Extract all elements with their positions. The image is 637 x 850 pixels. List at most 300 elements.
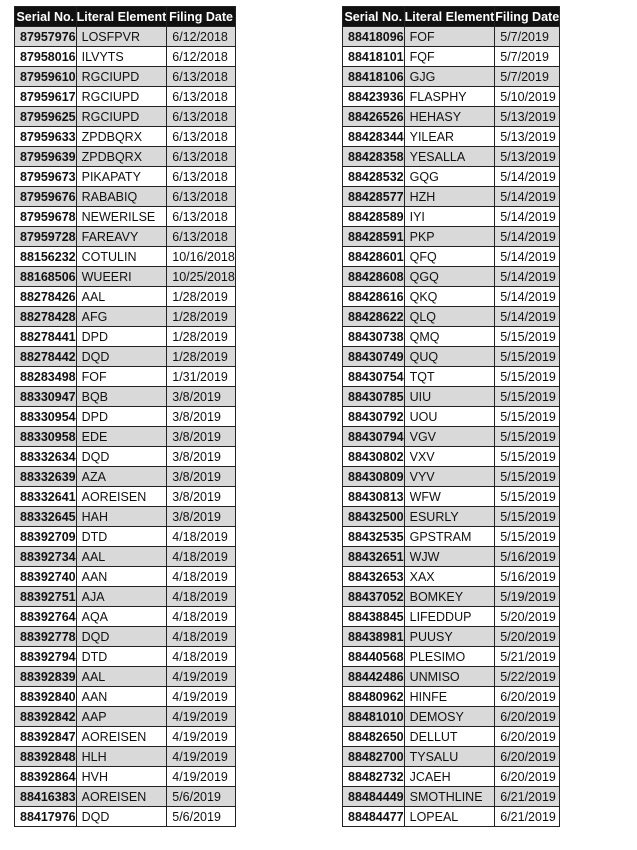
table-row [343, 567, 560, 587]
table-row [15, 767, 236, 787]
serial-number-cell: 88437052 [343, 587, 405, 607]
serial-number-cell: 88278441 [15, 327, 77, 347]
filing-date-cell: 5/15/2019 [495, 347, 560, 367]
filing-date-cell: 5/14/2019 [495, 287, 560, 307]
filing-date-cell: 5/21/2019 [495, 647, 560, 667]
literal-element-cell: DPD [76, 407, 167, 427]
serial-number-cell: 87959676 [15, 187, 77, 207]
literal-element-cell: HLH [76, 747, 167, 767]
filing-date-cell: 5/15/2019 [495, 367, 560, 387]
literal-element-cell: GPSTRAM [404, 527, 495, 547]
filing-date-cell: 5/14/2019 [495, 227, 560, 247]
literal-element-cell: FLASPHY [404, 87, 495, 107]
table-row [343, 527, 560, 547]
serial-number-cell: 88156232 [15, 247, 77, 267]
filing-date-cell: 6/13/2018 [167, 87, 236, 107]
table-row [15, 527, 236, 547]
table-row [15, 387, 236, 407]
table-row [343, 467, 560, 487]
serial-number-cell: 88426526 [343, 107, 405, 127]
serial-number-cell: 88432651 [343, 547, 405, 567]
table-row [15, 487, 236, 507]
serial-number-cell: 88432653 [343, 567, 405, 587]
literal-element-cell: HZH [404, 187, 495, 207]
serial-number-cell: 87959678 [15, 207, 77, 227]
table-row [343, 267, 560, 287]
filing-date-cell: 6/21/2019 [495, 787, 560, 807]
filing-date-cell: 5/19/2019 [495, 587, 560, 607]
serial-number-cell: 88428608 [343, 267, 405, 287]
literal-element-cell: RGCIUPD [76, 87, 167, 107]
table-row [343, 347, 560, 367]
table-row [343, 207, 560, 227]
filing-date-cell: 5/16/2019 [495, 567, 560, 587]
serial-number-cell: 88430813 [343, 487, 405, 507]
table-row [15, 327, 236, 347]
serial-number-cell: 88428344 [343, 127, 405, 147]
literal-element-cell: AAL [76, 667, 167, 687]
literal-element-cell: PUUSY [404, 627, 495, 647]
literal-element-cell: AAL [76, 547, 167, 567]
filing-date-cell: 6/13/2018 [167, 167, 236, 187]
filing-date-cell: 4/19/2019 [167, 687, 236, 707]
filing-date-cell: 5/15/2019 [495, 427, 560, 447]
filing-date-cell: 1/31/2019 [167, 367, 236, 387]
literal-element-cell: DELLUT [404, 727, 495, 747]
serial-number-cell: 88482650 [343, 727, 405, 747]
filing-date-cell: 6/12/2018 [167, 47, 236, 67]
literal-element-cell: DQD [76, 627, 167, 647]
literal-element-cell: WUEERI [76, 267, 167, 287]
literal-element-cell: DPD [76, 327, 167, 347]
filing-date-cell: 5/15/2019 [495, 507, 560, 527]
filing-date-header: Filing Date [167, 7, 236, 27]
table-row [343, 587, 560, 607]
table-row [343, 807, 560, 827]
filing-date-cell: 5/6/2019 [167, 787, 236, 807]
table-row [15, 727, 236, 747]
table-row [343, 447, 560, 467]
serial-number-cell: 88332639 [15, 467, 77, 487]
serial-number-cell: 88168506 [15, 267, 77, 287]
literal-element-cell: SMOTHLINE [404, 787, 495, 807]
literal-element-cell: UOU [404, 407, 495, 427]
filing-date-cell: 10/16/2018 [167, 247, 236, 267]
table-row [15, 547, 236, 567]
filing-date-cell: 5/7/2019 [495, 27, 560, 47]
literal-element-cell: EDE [76, 427, 167, 447]
literal-element-cell: IYI [404, 207, 495, 227]
serial-number-cell: 88392840 [15, 687, 77, 707]
serial-number-cell: 88392740 [15, 567, 77, 587]
serial-number-cell: 87959728 [15, 227, 77, 247]
filing-date-cell: 5/20/2019 [495, 627, 560, 647]
literal-element-cell: ILVYTS [76, 47, 167, 67]
literal-element-cell: VYV [404, 467, 495, 487]
serial-number-cell: 88428591 [343, 227, 405, 247]
serial-number-cell: 88423936 [343, 87, 405, 107]
table-row [15, 707, 236, 727]
serial-number-cell: 88392734 [15, 547, 77, 567]
serial-number-cell: 88418096 [343, 27, 405, 47]
table-body [15, 27, 236, 827]
literal-element-cell: GJG [404, 67, 495, 87]
serial-number-cell: 88278428 [15, 307, 77, 327]
table-row [343, 47, 560, 67]
filing-date-cell: 4/18/2019 [167, 647, 236, 667]
serial-number-cell: 88428601 [343, 247, 405, 267]
filing-date-cell: 5/15/2019 [495, 527, 560, 547]
table-row [15, 427, 236, 447]
literal-element-cell: JCAEH [404, 767, 495, 787]
serial-number-cell: 88418101 [343, 47, 405, 67]
table-row [343, 627, 560, 647]
literal-element-cell: TYSALU [404, 747, 495, 767]
literal-element-cell: AAL [76, 287, 167, 307]
filing-date-cell: 1/28/2019 [167, 307, 236, 327]
serial-number-cell: 88392794 [15, 647, 77, 667]
table-row [15, 107, 236, 127]
filing-date-cell: 1/28/2019 [167, 327, 236, 347]
table-row [15, 747, 236, 767]
table-row [15, 287, 236, 307]
filing-date-cell: 5/15/2019 [495, 487, 560, 507]
filing-date-cell: 4/18/2019 [167, 587, 236, 607]
filing-date-cell: 3/8/2019 [167, 407, 236, 427]
table-row [15, 507, 236, 527]
table-body [343, 27, 560, 827]
literal-element-cell: PLESIMO [404, 647, 495, 667]
serial-number-cell: 88392864 [15, 767, 77, 787]
table-row [15, 467, 236, 487]
literal-element-cell: BQB [76, 387, 167, 407]
serial-number-cell: 87959625 [15, 107, 77, 127]
filing-date-cell: 5/13/2019 [495, 127, 560, 147]
filing-date-cell: 3/8/2019 [167, 507, 236, 527]
table-row [15, 227, 236, 247]
table-row [343, 727, 560, 747]
table-row [15, 607, 236, 627]
table-row [343, 327, 560, 347]
filing-date-cell: 4/19/2019 [167, 707, 236, 727]
literal-element-cell: UIU [404, 387, 495, 407]
table-row [15, 787, 236, 807]
literal-element-cell: XAX [404, 567, 495, 587]
table-row [15, 207, 236, 227]
table-row [343, 187, 560, 207]
table-row [343, 147, 560, 167]
literal-element-cell: COTULIN [76, 247, 167, 267]
filing-date-cell: 4/19/2019 [167, 747, 236, 767]
table-row [343, 787, 560, 807]
filing-date-cell: 5/7/2019 [495, 67, 560, 87]
filing-date-cell: 5/14/2019 [495, 207, 560, 227]
filing-date-cell: 5/14/2019 [495, 187, 560, 207]
serial-number-cell: 88330947 [15, 387, 77, 407]
literal-element-cell: AAN [76, 687, 167, 707]
literal-element-cell: AZA [76, 467, 167, 487]
serial-number-cell: 87957976 [15, 27, 77, 47]
literal-element-cell: ESURLY [404, 507, 495, 527]
table-row [343, 387, 560, 407]
filing-date-cell: 4/18/2019 [167, 527, 236, 547]
serial-no-header: Serial No. [15, 7, 77, 27]
literal-element-cell: YESALLA [404, 147, 495, 167]
header-row [15, 7, 236, 27]
filing-date-cell: 5/6/2019 [167, 807, 236, 827]
literal-element-cell: WJW [404, 547, 495, 567]
filing-date-cell: 6/21/2019 [495, 807, 560, 827]
table-row [15, 247, 236, 267]
literal-element-cell: NEWERILSE [76, 207, 167, 227]
filing-date-cell: 6/20/2019 [495, 727, 560, 747]
serial-number-cell: 87959617 [15, 87, 77, 107]
serial-number-cell: 88438981 [343, 627, 405, 647]
serial-number-cell: 88392842 [15, 707, 77, 727]
literal-element-cell: LOSFPVR [76, 27, 167, 47]
literal-element-cell: AFG [76, 307, 167, 327]
table-row [343, 247, 560, 267]
filing-date-cell: 5/15/2019 [495, 447, 560, 467]
table-row [15, 67, 236, 87]
literal-element-cell: AOREISEN [76, 787, 167, 807]
serial-number-cell: 88480962 [343, 687, 405, 707]
literal-element-cell: BOMKEY [404, 587, 495, 607]
literal-element-cell: DTD [76, 527, 167, 547]
literal-element-cell: AOREISEN [76, 727, 167, 747]
literal-element-cell: VXV [404, 447, 495, 467]
filing-date-cell: 6/20/2019 [495, 767, 560, 787]
literal-element-cell: YILEAR [404, 127, 495, 147]
table-row [15, 307, 236, 327]
serial-number-cell: 88482732 [343, 767, 405, 787]
filing-date-cell: 4/18/2019 [167, 627, 236, 647]
filing-date-cell: 5/7/2019 [495, 47, 560, 67]
table-row [343, 367, 560, 387]
literal-element-cell: UNMISO [404, 667, 495, 687]
literal-element-cell: FOF [76, 367, 167, 387]
table-row [343, 607, 560, 627]
serial-number-cell: 88438845 [343, 607, 405, 627]
literal-element-cell: VGV [404, 427, 495, 447]
filing-date-cell: 5/22/2019 [495, 667, 560, 687]
serial-number-cell: 88430785 [343, 387, 405, 407]
serial-number-cell: 87958016 [15, 47, 77, 67]
literal-element-cell: RGCIUPD [76, 67, 167, 87]
table-row [343, 167, 560, 187]
table-row [343, 227, 560, 247]
literal-element-cell: QUQ [404, 347, 495, 367]
filing-date-cell: 5/15/2019 [495, 327, 560, 347]
serial-number-cell: 87959639 [15, 147, 77, 167]
serial-number-cell: 88481010 [343, 707, 405, 727]
filing-date-header: Filing Date [495, 7, 560, 27]
literal-element-cell: DQD [76, 447, 167, 467]
literal-element-cell: DQD [76, 347, 167, 367]
serial-number-cell: 88440568 [343, 647, 405, 667]
filing-date-cell: 5/14/2019 [495, 247, 560, 267]
serial-number-cell: 88430738 [343, 327, 405, 347]
table-row [343, 747, 560, 767]
literal-element-cell: RABABIQ [76, 187, 167, 207]
filing-date-cell: 3/8/2019 [167, 427, 236, 447]
literal-element-cell: AJA [76, 587, 167, 607]
literal-element-cell: QKQ [404, 287, 495, 307]
literal-element-cell: HAH [76, 507, 167, 527]
literal-element-cell: AOREISEN [76, 487, 167, 507]
serial-number-cell: 87959633 [15, 127, 77, 147]
filing-date-cell: 6/20/2019 [495, 707, 560, 727]
serial-number-cell: 88482700 [343, 747, 405, 767]
filing-date-cell: 5/16/2019 [495, 547, 560, 567]
table-row [343, 707, 560, 727]
literal-element-cell: ZPDBQRX [76, 147, 167, 167]
filing-date-cell: 3/8/2019 [167, 467, 236, 487]
table-row [343, 107, 560, 127]
filing-date-cell: 6/13/2018 [167, 67, 236, 87]
filing-date-cell: 5/15/2019 [495, 467, 560, 487]
filings-table-left [14, 6, 236, 827]
table-row [15, 27, 236, 47]
literal-element-cell: AAN [76, 567, 167, 587]
literal-element-cell: LIFEDDUP [404, 607, 495, 627]
filing-date-cell: 4/19/2019 [167, 767, 236, 787]
table-row [343, 287, 560, 307]
literal-element-cell: QFQ [404, 247, 495, 267]
table-row [15, 667, 236, 687]
table-row [15, 687, 236, 707]
filing-date-cell: 6/13/2018 [167, 227, 236, 247]
literal-element-cell: ZPDBQRX [76, 127, 167, 147]
table-row [343, 67, 560, 87]
table-row [15, 267, 236, 287]
table-row [343, 487, 560, 507]
serial-number-cell: 88484477 [343, 807, 405, 827]
serial-number-cell: 88392839 [15, 667, 77, 687]
table-row [343, 307, 560, 327]
filing-date-cell: 5/13/2019 [495, 147, 560, 167]
serial-number-cell: 88430749 [343, 347, 405, 367]
serial-number-cell: 88392709 [15, 527, 77, 547]
table-row [15, 147, 236, 167]
serial-number-cell: 88442486 [343, 667, 405, 687]
filing-date-cell: 1/28/2019 [167, 347, 236, 367]
table-row [15, 187, 236, 207]
literal-element-cell: QLQ [404, 307, 495, 327]
serial-number-cell: 88428589 [343, 207, 405, 227]
literal-element-cell: TQT [404, 367, 495, 387]
serial-number-cell: 88418106 [343, 67, 405, 87]
filing-date-cell: 4/18/2019 [167, 607, 236, 627]
literal-element-cell: AQA [76, 607, 167, 627]
filing-date-cell: 3/8/2019 [167, 487, 236, 507]
filing-date-cell: 5/13/2019 [495, 107, 560, 127]
literal-element-cell: FOF [404, 27, 495, 47]
literal-element-cell: GQG [404, 167, 495, 187]
table-row [15, 807, 236, 827]
serial-number-cell: 88428577 [343, 187, 405, 207]
literal-element-cell: FAREAVY [76, 227, 167, 247]
serial-number-cell: 88417976 [15, 807, 77, 827]
literal-element-cell: DTD [76, 647, 167, 667]
filing-date-cell: 4/19/2019 [167, 727, 236, 747]
filing-date-cell: 5/14/2019 [495, 267, 560, 287]
filing-date-cell: 6/13/2018 [167, 147, 236, 167]
filing-date-cell: 5/14/2019 [495, 307, 560, 327]
serial-number-cell: 88283498 [15, 367, 77, 387]
serial-number-cell: 88392764 [15, 607, 77, 627]
table-row [343, 87, 560, 107]
literal-element-header: Literal Element [76, 7, 167, 27]
literal-element-cell: WFW [404, 487, 495, 507]
filing-date-cell: 4/18/2019 [167, 567, 236, 587]
serial-number-cell: 88432500 [343, 507, 405, 527]
table-row [343, 547, 560, 567]
filing-date-cell: 6/13/2018 [167, 127, 236, 147]
literal-element-cell: RGCIUPD [76, 107, 167, 127]
serial-number-cell: 88428622 [343, 307, 405, 327]
table-row [343, 687, 560, 707]
literal-element-cell: FQF [404, 47, 495, 67]
serial-number-cell: 88392751 [15, 587, 77, 607]
serial-number-cell: 88416383 [15, 787, 77, 807]
filing-date-cell: 4/18/2019 [167, 547, 236, 567]
filing-date-cell: 6/13/2018 [167, 107, 236, 127]
literal-element-cell: LOPEAL [404, 807, 495, 827]
filing-date-cell: 6/13/2018 [167, 187, 236, 207]
literal-element-cell: PKP [404, 227, 495, 247]
table-row [15, 367, 236, 387]
serial-no-header: Serial No. [343, 7, 405, 27]
filing-date-cell: 3/8/2019 [167, 387, 236, 407]
filing-date-cell: 4/19/2019 [167, 667, 236, 687]
literal-element-cell: AAP [76, 707, 167, 727]
table-row [343, 647, 560, 667]
serial-number-cell: 88332634 [15, 447, 77, 467]
serial-number-cell: 88428358 [343, 147, 405, 167]
literal-element-cell: QGQ [404, 267, 495, 287]
table-row [343, 767, 560, 787]
serial-number-cell: 88330954 [15, 407, 77, 427]
serial-number-cell: 88484449 [343, 787, 405, 807]
table-row [343, 427, 560, 447]
table-row [15, 87, 236, 107]
serial-number-cell: 88332645 [15, 507, 77, 527]
table-row [343, 667, 560, 687]
literal-element-cell: DEMOSY [404, 707, 495, 727]
serial-number-cell: 88278442 [15, 347, 77, 367]
filing-date-cell: 5/14/2019 [495, 167, 560, 187]
literal-element-cell: HINFE [404, 687, 495, 707]
table-row [15, 647, 236, 667]
filing-date-cell: 1/28/2019 [167, 287, 236, 307]
serial-number-cell: 88392778 [15, 627, 77, 647]
serial-number-cell: 88428532 [343, 167, 405, 187]
serial-number-cell: 88430809 [343, 467, 405, 487]
filing-date-cell: 6/20/2019 [495, 747, 560, 767]
filing-date-cell: 5/20/2019 [495, 607, 560, 627]
serial-number-cell: 88428616 [343, 287, 405, 307]
serial-number-cell: 88430754 [343, 367, 405, 387]
filings-table-right [342, 6, 560, 827]
filing-date-cell: 3/8/2019 [167, 447, 236, 467]
serial-number-cell: 87959610 [15, 67, 77, 87]
table-row [15, 347, 236, 367]
serial-number-cell: 88332641 [15, 487, 77, 507]
serial-number-cell: 87959673 [15, 167, 77, 187]
header-row [343, 7, 560, 27]
table-row [15, 587, 236, 607]
